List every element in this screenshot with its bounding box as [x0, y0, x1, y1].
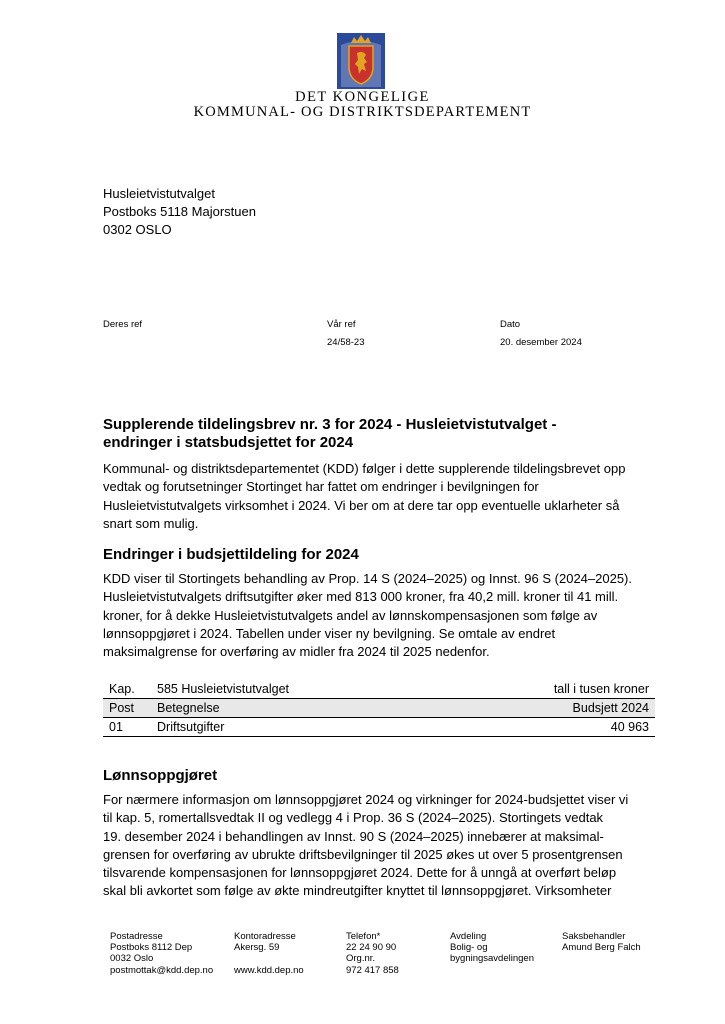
footer-line	[234, 953, 304, 964]
kap-name: 585 Husleietvistutvalget	[151, 680, 440, 699]
recipient-line: Postboks 5118 Majorstuen	[103, 204, 256, 219]
paragraph-line: skal bli avkortet som følge av økte mindreutgifter knyttet til lønnsoppgjøret. Virksomheter	[103, 883, 612, 899]
post-label: Post	[103, 699, 151, 718]
var-ref-value: 24/58-23	[327, 337, 365, 348]
budget-paragraph	[103, 570, 663, 661]
footer-label: Avdeling	[450, 931, 487, 942]
betegnelse-value: Driftsutgifter	[151, 718, 440, 737]
paragraph-line: maksimalgrense for overføring av midler fra 2024 til 2025 nedenfor.	[103, 644, 490, 660]
var-ref-label: Vår ref	[327, 319, 356, 330]
section-heading-lonnsoppgjoret: Lønnsoppgjøret	[103, 767, 218, 784]
footer-label: Postadresse	[110, 931, 163, 942]
post-value: 01	[103, 718, 151, 737]
footer-line: 22 24 90 90	[346, 942, 397, 954]
footer-saksbehandler	[562, 931, 641, 953]
footer-telefon	[346, 931, 399, 976]
budsjett-label: Budsjett 2024	[440, 699, 655, 718]
footer-website: www.kdd.dep.no	[234, 964, 304, 976]
lonnsoppgjoret-paragraph	[103, 791, 663, 901]
belop-value: 40 963	[440, 718, 655, 737]
footer-avdeling	[450, 931, 534, 965]
footer-postadresse	[110, 931, 213, 976]
recipient-address	[103, 185, 256, 239]
paragraph-line: KDD viser til Stortingets behandling av Prop. 14 S (2024–2025) og Innst. 96 S (2024–2025).	[103, 571, 632, 586]
title-line: endringer i statsbudsjettet for 2024	[103, 434, 354, 451]
date-value: 20. desember 2024	[500, 337, 582, 348]
paragraph-line: For nærmere informasjon om lønnsoppgjøret 2024 og virkninger for 2024-budsjettet viser vi	[103, 792, 629, 807]
footer-line: 0032 Oslo	[110, 953, 154, 965]
department-title-line1: DET KONGELIGE	[295, 89, 430, 105]
title-line: Supplerende tildelingsbrev nr. 3 for 2024 - Husleietvistutvalget -	[103, 416, 557, 433]
footer-line: Akersg. 59	[234, 942, 280, 954]
paragraph-line: til kap. 5, romertallsvedtak II og vedlegg 4 i Prop. 36 S (2024–2025). Stortingets vedtak	[103, 810, 604, 826]
paragraph-line: vedtak og forutsetninger Stortinget har fattet om endringer i bevilgningen for	[103, 479, 539, 495]
footer-label: Kontoradresse	[234, 931, 296, 942]
paragraph-line: Husleietvistutvalgets virksomhet i 2024. Vi ber om at dere tar opp eventuelle uklarheter så	[103, 497, 620, 513]
letter-title	[103, 416, 663, 452]
paragraph-line: grensen for overføring av ubrukte driftsbevilgninger til 2025 økes ut over 5 prosentgrensen	[103, 846, 623, 862]
kap-label: Kap.	[103, 680, 151, 699]
section-heading-budget: Endringer i budsjettildeling for 2024	[103, 546, 359, 563]
table-header-row	[103, 680, 655, 699]
footer-line: Amund Berg Falch	[562, 942, 641, 954]
department-title-line2: KOMMUNAL- OG DISTRIKTSDEPARTEMENT	[193, 104, 532, 120]
budget-table	[103, 680, 655, 737]
unit-label: tall i tusen kroner	[440, 680, 655, 699]
footer-line: bygningsavdelingen	[450, 953, 534, 965]
footer-email: postmottak@kdd.dep.no	[110, 964, 214, 976]
paragraph-line: tilsvarende kompensasjonen for lønnsoppgjøret 2024. Dette for å unngå at overført beløp	[103, 865, 617, 881]
footer-line: Postboks 8112 Dep	[110, 942, 193, 954]
coat-of-arms-logo	[337, 33, 385, 89]
footer-line: 972 417 858	[346, 964, 399, 976]
footer-label: Telefon*	[346, 931, 381, 942]
footer-line: Org.nr.	[346, 953, 376, 965]
footer-line: Bolig- og	[450, 942, 488, 954]
paragraph-line: snart som mulig.	[103, 515, 199, 531]
footer-label: Saksbehandler	[562, 931, 626, 942]
deres-ref-label: Deres ref	[103, 319, 143, 330]
paragraph-line: kroner, for å dekke Husleietvistutvalgets andel av lønnskompensasjonen som følge av	[103, 607, 598, 623]
intro-paragraph	[103, 460, 663, 533]
paragraph-line: Husleietvistutvalgets driftsutgifter øker med 813 000 kroner, fra 40,2 mill. kroner til 41 mill.	[103, 589, 619, 605]
table-column-header-row	[103, 699, 655, 718]
footer-kontoradresse	[234, 931, 304, 976]
table-row	[103, 718, 655, 737]
paragraph-line: Kommunal- og distriktsdepartementet (KDD) følger i dette supplerende tildelingsbrevet opp	[103, 461, 626, 476]
paragraph-line: lønnsoppgjøret i 2024. Tabellen under viser ny bevilgning. Se omtale av endret	[103, 625, 556, 641]
betegnelse-label: Betegnelse	[151, 699, 440, 718]
date-label: Dato	[500, 319, 521, 330]
recipient-line: 0302 OSLO	[103, 222, 172, 237]
recipient-line: Husleietvistutvalget	[103, 186, 215, 201]
paragraph-line: 19. desember 2024 i behandlingen av Innst. 90 S (2024–2025) innebærer at maksimal-	[103, 828, 604, 844]
